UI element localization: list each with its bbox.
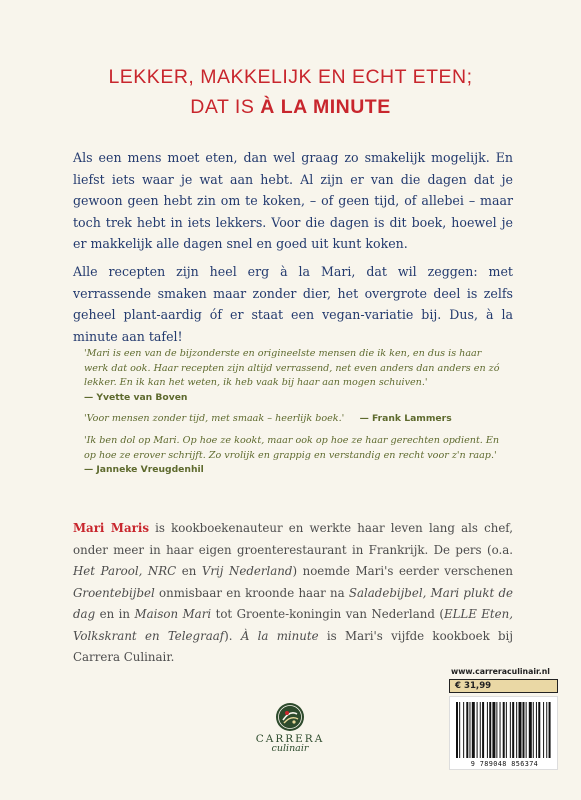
quote-author: — Yvette van Boven (84, 391, 188, 403)
publisher-name: CARRERA (255, 733, 325, 745)
bio-italic: ELLE Eten, Volkskrant en Telegraaf (73, 607, 513, 643)
quote-spacer (347, 413, 356, 424)
barcode-bar (536, 702, 537, 758)
quote-author: — Janneke Vreugdenhil (84, 464, 204, 476)
headline-line-2-bold: À LA MINUTE (260, 96, 391, 118)
barcode-bar (477, 702, 478, 758)
quote-text: 'Mari is een van de bijzonderste en origineelste mensen die ik ken, en dus is haar werk dat ook. Haar recepten zijn altijd verrassend, net even anders dan anders en zó lekker. En ik kan het weten, ik heb vaak bij haar aan mogen schuiven.' (84, 348, 500, 389)
bio-text: ) noemde Mari's eerder verschenen (292, 564, 513, 578)
bio-text: onmisbaar en kroonde haar na (154, 585, 349, 600)
barcode-bar (466, 702, 468, 758)
quote-item (84, 412, 504, 427)
barcode-bar (549, 702, 551, 758)
barcode-icon (456, 702, 553, 758)
barcode-bar (480, 702, 481, 758)
barcode-bar (459, 702, 460, 758)
price-tag: € 31,99 (449, 679, 558, 693)
barcode-bar (543, 702, 544, 758)
bio-italic: Groentebijbel (73, 585, 155, 600)
bio-text: tot Groente-koningin van Nederland ( (211, 607, 444, 621)
headline-line-2-plain: DAT IS (190, 96, 261, 118)
barcode-bar (492, 702, 495, 758)
quotes-section (84, 347, 504, 485)
bio-text: is kookboekenauteur en werkte haar leven lang als chef, onder meer in haar eigen groenterestaurant in Frankrijk. De pers (o.a. (73, 521, 514, 557)
bio-italic: Het Parool, NRC (73, 564, 177, 578)
barcode-bar (500, 702, 501, 758)
website-url: www.carreraculinair.nl (451, 667, 550, 676)
barcode-bar (456, 702, 458, 758)
intro-paragraph-2: Alle recepten zijn heel erg à la Mari, dat wil zeggen: met verrassende smaken maar zonder dier, het overgrote deel is zelfs geheel plant-aardig óf er staat een vegan-variatie bij. Dus, à la minute aan tafel! (73, 264, 513, 344)
quote-text: 'Voor mensen zonder tijd, met smaak – heerlijk boek.' (84, 413, 345, 425)
barcode-bar (538, 702, 540, 758)
barcode-bar (496, 702, 497, 758)
bio-text: en (176, 564, 202, 578)
publisher-logo (253, 702, 327, 754)
bio-italic: Maison Mari (134, 607, 212, 621)
barcode-bar (506, 702, 507, 758)
barcode-bar (489, 702, 491, 758)
publisher-sub: culinair (271, 743, 309, 754)
barcode-bar (487, 702, 488, 758)
barcode-bar (526, 702, 527, 758)
carrera-emblem-icon (275, 702, 305, 732)
bio-italic: Saladebijbel, Mari plukt de dag (73, 585, 513, 621)
bio-italic: À la minute (240, 628, 319, 643)
headline-line-2 (0, 92, 581, 122)
barcode-bar (533, 702, 534, 758)
barcode-bar (510, 702, 511, 758)
isbn-number: 9 789048 856374 (470, 760, 539, 768)
barcode-bar (482, 702, 484, 758)
barcode-bar (519, 702, 522, 758)
bio-text: ). (224, 628, 241, 643)
author-bio (73, 518, 513, 669)
barcode-bar (503, 702, 505, 758)
quote-item (84, 347, 504, 405)
barcode-bar (512, 702, 514, 758)
barcode-bar (472, 702, 475, 758)
quote-item (84, 434, 504, 478)
bio-text: en in (95, 607, 135, 621)
barcode-bar (463, 702, 464, 758)
intro-paragraph-1: Als een mens moet eten, dan wel graag zo smakelijk mogelijk. En liefst iets waar je wat aan hebt. Al zijn er van die dagen dat je gewoon geen hebt zin om te koken, – of geen tijd, of allebei – maar toch trek hebt in iets lekkers. Voor die dagen is dit boek, hoewel je er makkelijk alle dagen snel en goed uit kunt koken. (73, 150, 513, 251)
headline-line-1: LEKKER, MAKKELIJK EN ECHT ETEN; (108, 66, 473, 88)
barcode-bar (469, 702, 470, 758)
barcode-bar (522, 702, 524, 758)
quote-author: — Frank Lammers (359, 413, 452, 425)
barcode-bar (546, 702, 547, 758)
author-name: Mari Maris (73, 521, 149, 535)
bio-italic: Vrij Nederland (201, 564, 293, 578)
headline (0, 62, 581, 122)
bio-text: is Mari's vijfde kookboek bij Carrera Culinair. (73, 628, 513, 664)
barcode-bar (529, 702, 532, 758)
quote-text: 'Ik ben dol op Mari. Op hoe ze kookt, maar ook op hoe ze haar gerechten opdient. En op hoe ze erover schrijft. Zo vrolijk en grappig en verstandig en recht voor z'n raap.' (84, 434, 500, 461)
barcode-bar (516, 702, 517, 758)
barcode (449, 696, 558, 770)
